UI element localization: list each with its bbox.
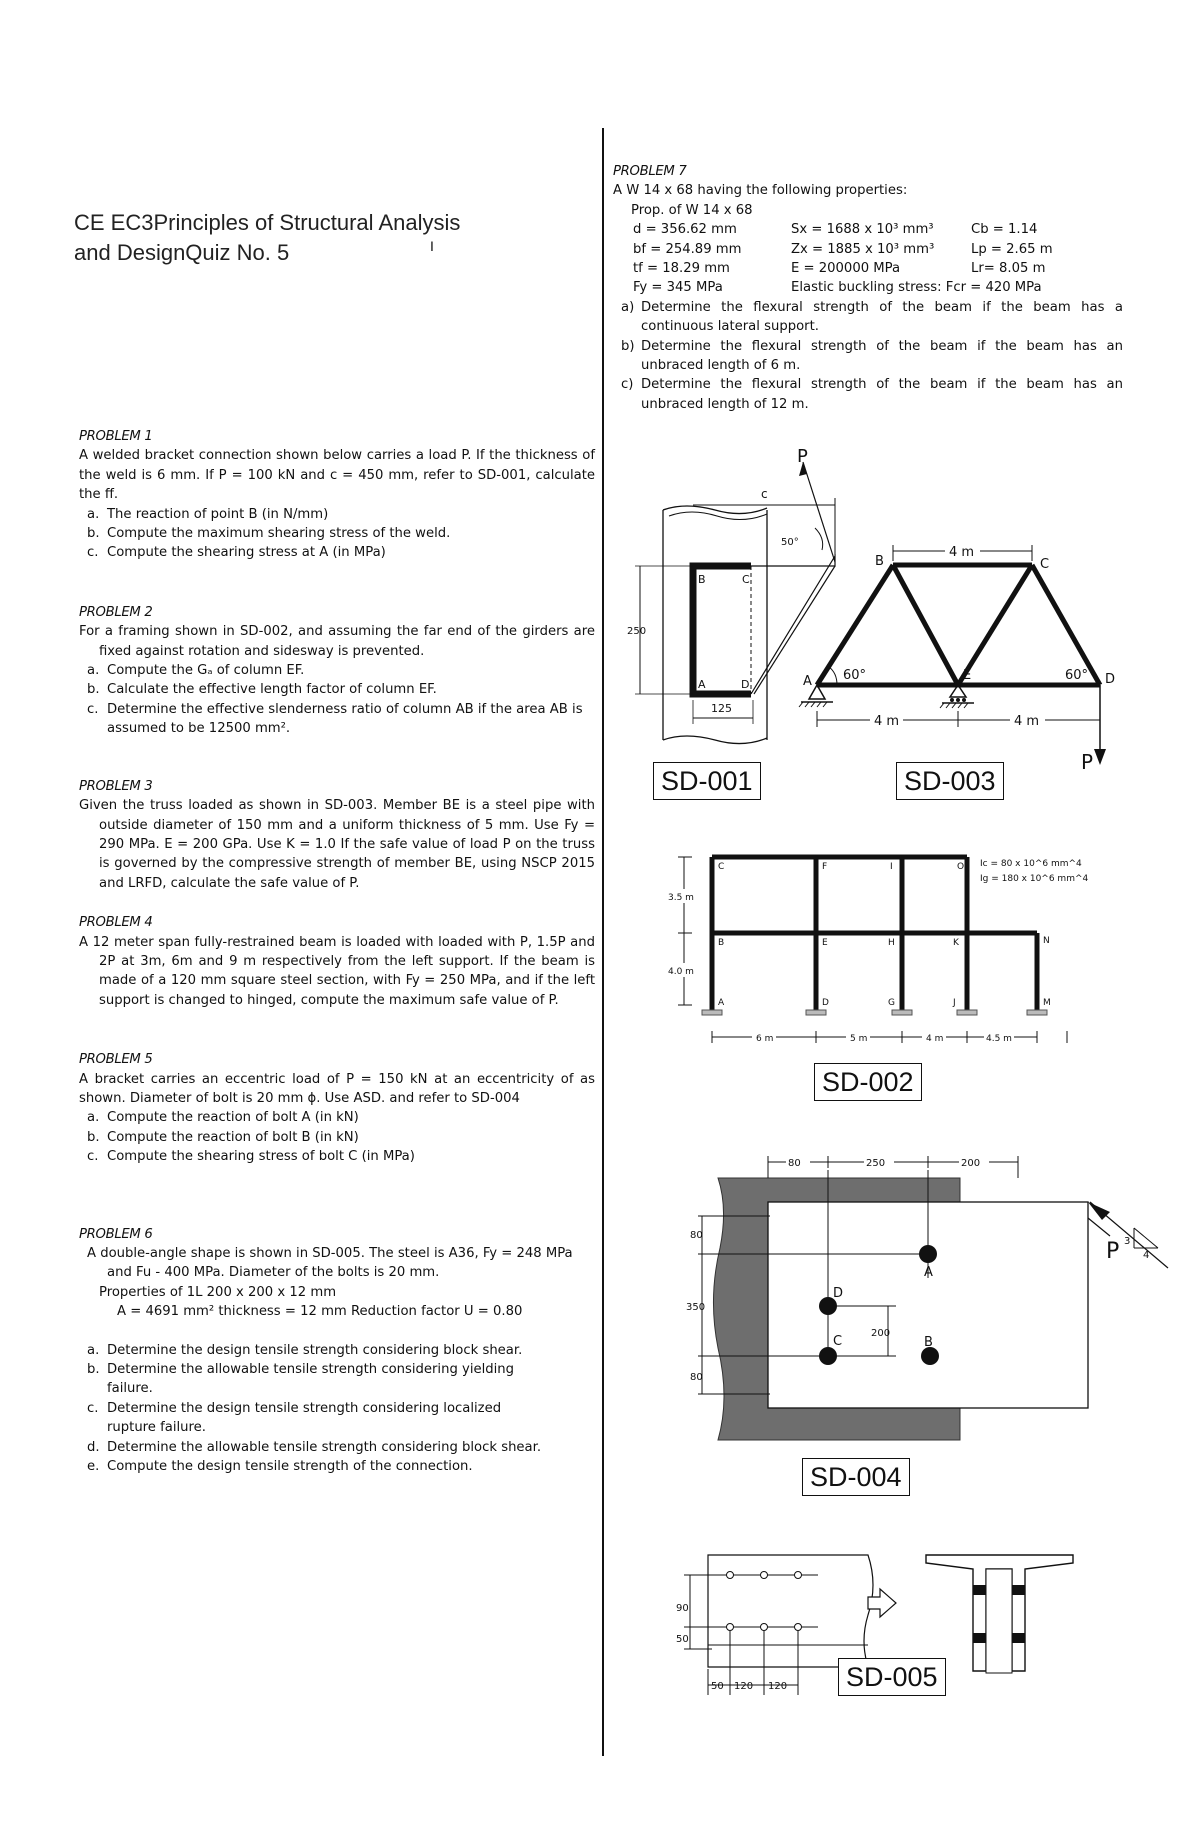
properties-values: A = 4691 mm² thickness = 12 mm Reduction factor U = 0.80 xyxy=(117,1304,523,1320)
sd-002-label: SD-002 xyxy=(814,1063,922,1101)
problem-2 xyxy=(79,603,595,739)
title-line-2: and DesignQuiz No. 5 xyxy=(74,240,290,265)
list-item: c. Determine the effective slenderness ratio of column AB if the area AB is assumed to be 12500 mm². xyxy=(87,701,583,737)
list-item: c. Compute the shearing stress of bolt C (in MPa) xyxy=(87,1149,415,1165)
load-p-label: P xyxy=(797,446,808,467)
list-item: c. Determine the design tensile strength considering localized rupture failure. xyxy=(87,1400,502,1436)
node-j-label: J xyxy=(953,998,956,1008)
problem-text: A double-angle shape is shown in SD-005. The steel is A36, Fy = 248 MPa and Fu - 400 MPa. Diameter of the bolts is 20 mm. xyxy=(87,1246,573,1281)
problem-heading: PROBLEM 7 xyxy=(613,164,687,179)
list-item: b. Calculate the effective length factor of column EF. xyxy=(87,682,437,698)
node-k-label: K xyxy=(953,938,959,948)
problem-text: For a framing shown in SD-002, and assuming the far end of the girders are fixed against rotation and sidesway is prevented. xyxy=(79,624,595,659)
problem-4 xyxy=(79,913,595,1010)
sd-004-load-tail xyxy=(1088,1218,1148,1268)
point-c-label: C xyxy=(742,573,750,586)
list-item: d. Determine the allowable tensile strength considering block shear. xyxy=(87,1439,542,1455)
list-item: a. Compute the Gₐ of column EF. xyxy=(87,663,305,679)
point-d-label: D xyxy=(741,678,750,691)
dim-inner-label: 200 xyxy=(871,1328,891,1339)
list-item: b) Determine the flexural strength of the beam if the beam has an unbraced length of 6 m. xyxy=(621,338,1123,374)
dim-v-1-label: 90 xyxy=(676,1603,689,1614)
node-a-label: A xyxy=(803,674,812,689)
problem-heading: PROBLEM 6 xyxy=(79,1226,153,1242)
sd-001-label: SD-001 xyxy=(653,762,761,800)
node-b-label: B xyxy=(875,554,884,569)
node-e-label: E xyxy=(963,668,972,683)
node-f-label: F xyxy=(822,862,828,872)
properties-table xyxy=(613,220,1123,298)
dim-span-3-label: 4 m xyxy=(926,1034,944,1044)
node-e-label: E xyxy=(822,938,828,948)
dim-left-3-label: 80 xyxy=(690,1372,703,1383)
bolt-a-label: A xyxy=(924,1265,933,1280)
problem-7 xyxy=(613,162,1123,414)
problem-1 xyxy=(79,427,595,563)
dim-height-bottom-label: 4.0 m xyxy=(668,967,694,977)
dim-250-label: 250 xyxy=(627,626,647,637)
bolt-b-label: B xyxy=(924,1335,933,1350)
list-item: b. Determine the allowable tensile strength considering yielding failure. xyxy=(87,1362,515,1397)
sd-004-label: SD-004 xyxy=(802,1458,910,1496)
sd-005-label: SD-005 xyxy=(838,1658,946,1696)
dim-c-label: c xyxy=(761,487,768,501)
node-b-label: B xyxy=(718,938,725,948)
point-a-label: A xyxy=(698,678,706,691)
dim-top-1-label: 80 xyxy=(788,1158,801,1169)
left-column xyxy=(79,427,595,1476)
load-p-label: P xyxy=(1106,1239,1120,1264)
dim-span-1-label: 6 m xyxy=(756,1034,774,1044)
problem-heading: PROBLEM 2 xyxy=(79,604,153,620)
dim-125-label: 125 xyxy=(711,702,732,715)
table-row: Fy = 345 MPa Elastic buckling stress: Fcr = 420 MPa xyxy=(633,280,1042,296)
node-h-label: H xyxy=(888,938,895,948)
dim-v-2-label: 50 xyxy=(676,1634,689,1645)
sd-004-diagram xyxy=(678,1148,1150,1458)
list-item: c) Determine the flexural strength of the beam if the beam has an unbraced length of 12 m. xyxy=(621,377,1123,412)
sd-003-label: SD-003 xyxy=(896,762,1004,800)
sd-002-diagram xyxy=(662,845,1122,1050)
dim-height-top-label: 3.5 m xyxy=(668,893,694,903)
sd-003-diagram xyxy=(795,535,1125,775)
dim-left-1-label: 80 xyxy=(690,1230,703,1241)
list-item: e. Compute the design tensile strength of the connection. xyxy=(87,1459,473,1475)
node-n-label: N xyxy=(1043,936,1050,946)
problem-heading: PROBLEM 1 xyxy=(79,429,153,444)
dim-left-2-label: 350 xyxy=(686,1302,706,1313)
problem-text: Given the truss loaded as shown in SD-003. Member BE is a steel pipe with outside diameter of 150 mm and a uniform thickness of 5 mm. Use Fy = 290 MPa. E = 200 GPa. Use K = 1.0 If the safe value of load P on the truss is governed by the compressive strength of member BE, using NSCP 2015 and LRFD, calculate the safe value of P. xyxy=(79,798,595,891)
node-c-label: C xyxy=(1040,557,1050,572)
dim-top-3-label: 200 xyxy=(961,1158,981,1169)
column-divider xyxy=(602,128,604,1756)
angle-label: 50° xyxy=(781,537,799,548)
node-a-label: A xyxy=(718,998,725,1008)
list-item: a) Determine the flexural strength of the beam if the beam has a continuous lateral support. xyxy=(621,299,1123,335)
ic-label: Ic = 80 x 10^6 mm^4 xyxy=(980,859,1082,869)
properties-line: Properties of 1L 200 x 200 x 12 mm xyxy=(99,1284,337,1300)
bolt-d-label: D xyxy=(833,1286,844,1301)
node-d-label: D xyxy=(822,998,829,1008)
node-o-label: O xyxy=(957,862,965,872)
node-m-label: M xyxy=(1043,998,1051,1008)
list-item: a. Compute the reaction of bolt A (in kN) xyxy=(87,1110,359,1126)
slope-run-label: 4 xyxy=(1143,1250,1150,1261)
problem-text: A bracket carries an eccentric load of P = 150 kN at an eccentricity of as shown. Diameter of bolt is 20 mm ϕ. Use ASD. and refer to SD-004 xyxy=(79,1071,595,1106)
problem-6 xyxy=(79,1225,595,1477)
list-item: b. Compute the maximum shearing stress of the weld. xyxy=(87,526,451,542)
node-g-label: G xyxy=(888,998,895,1008)
list-item: a. Determine the design tensile strength considering block shear. xyxy=(87,1342,523,1358)
problem-text: A 12 meter span fully-restrained beam is loaded with loaded with P, 1.5P and 2P at 3m, 6m and 9 m respectively from the left support. If the beam is made of a 120 mm square steel section, with Fy = 250 MPa, and if the left support is changed to hinged, compute the maximum safe value of P. xyxy=(79,934,595,1008)
load-p-label: P xyxy=(1081,750,1094,774)
dim-top-2-label: 250 xyxy=(866,1158,886,1169)
bolt-c-label: C xyxy=(833,1334,843,1349)
dim-h-3-label: 120 xyxy=(768,1681,788,1692)
list-item: a. The reaction of point B (in N/mm) xyxy=(87,506,329,522)
slope-rise-label: 3 xyxy=(1124,1236,1131,1247)
problem-text: A W 14 x 68 having the following properties: xyxy=(613,183,908,199)
angle-left-label: 60° xyxy=(843,668,867,683)
properties-title: Prop. of W 14 x 68 xyxy=(631,202,753,218)
table-row: tf = 18.29 mm E = 200000 MPa Lr= 8.05 m xyxy=(633,261,1046,277)
dim-h-2-label: 120 xyxy=(734,1681,754,1692)
list-item: c. Compute the shearing stress at A (in MPa) xyxy=(87,545,386,561)
dim-h-1-label: 50 xyxy=(711,1681,724,1692)
title-line-1: CE EC3Principles of Structural Analysis xyxy=(74,210,461,235)
text-cursor-mark: I xyxy=(430,238,434,254)
problem-heading: PROBLEM 4 xyxy=(79,915,153,931)
list-item: b. Compute the reaction of bolt B (in kN) xyxy=(87,1129,359,1145)
problem-5 xyxy=(79,1050,595,1166)
problem-heading: PROBLEM 3 xyxy=(79,778,153,794)
ig-label: Ig = 180 x 10^6 mm^4 xyxy=(980,874,1089,884)
problem-text: A welded bracket connection shown below carries a load P. If the thickness of the weld is 6 mm. If P = 100 kN and c = 450 mm, refer to SD-001, calculate the ff. xyxy=(79,448,595,503)
page-title xyxy=(74,208,460,268)
problem-heading: PROBLEM 5 xyxy=(79,1052,153,1068)
dim-bottom-left-label: 4 m xyxy=(874,714,900,729)
dim-span-2-label: 5 m xyxy=(850,1034,868,1044)
node-c-label: C xyxy=(718,862,725,872)
angle-right-label: 60° xyxy=(1065,668,1089,683)
node-d-label: D xyxy=(1105,672,1116,687)
problem-3 xyxy=(79,777,595,893)
dim-bottom-right-label: 4 m xyxy=(1014,714,1040,729)
node-i-label: I xyxy=(890,862,893,872)
table-row: bf = 254.89 mm Zx = 1885 x 10³ mm³ Lp = 2.65 m xyxy=(633,241,1053,257)
point-b-label: B xyxy=(698,573,706,586)
dim-span-4-label: 4.5 m xyxy=(986,1034,1012,1044)
dim-top-label: 4 m xyxy=(949,545,975,560)
table-row: d = 356.62 mm Sx = 1688 x 10³ mm³ Cb = 1.14 xyxy=(633,222,1038,238)
